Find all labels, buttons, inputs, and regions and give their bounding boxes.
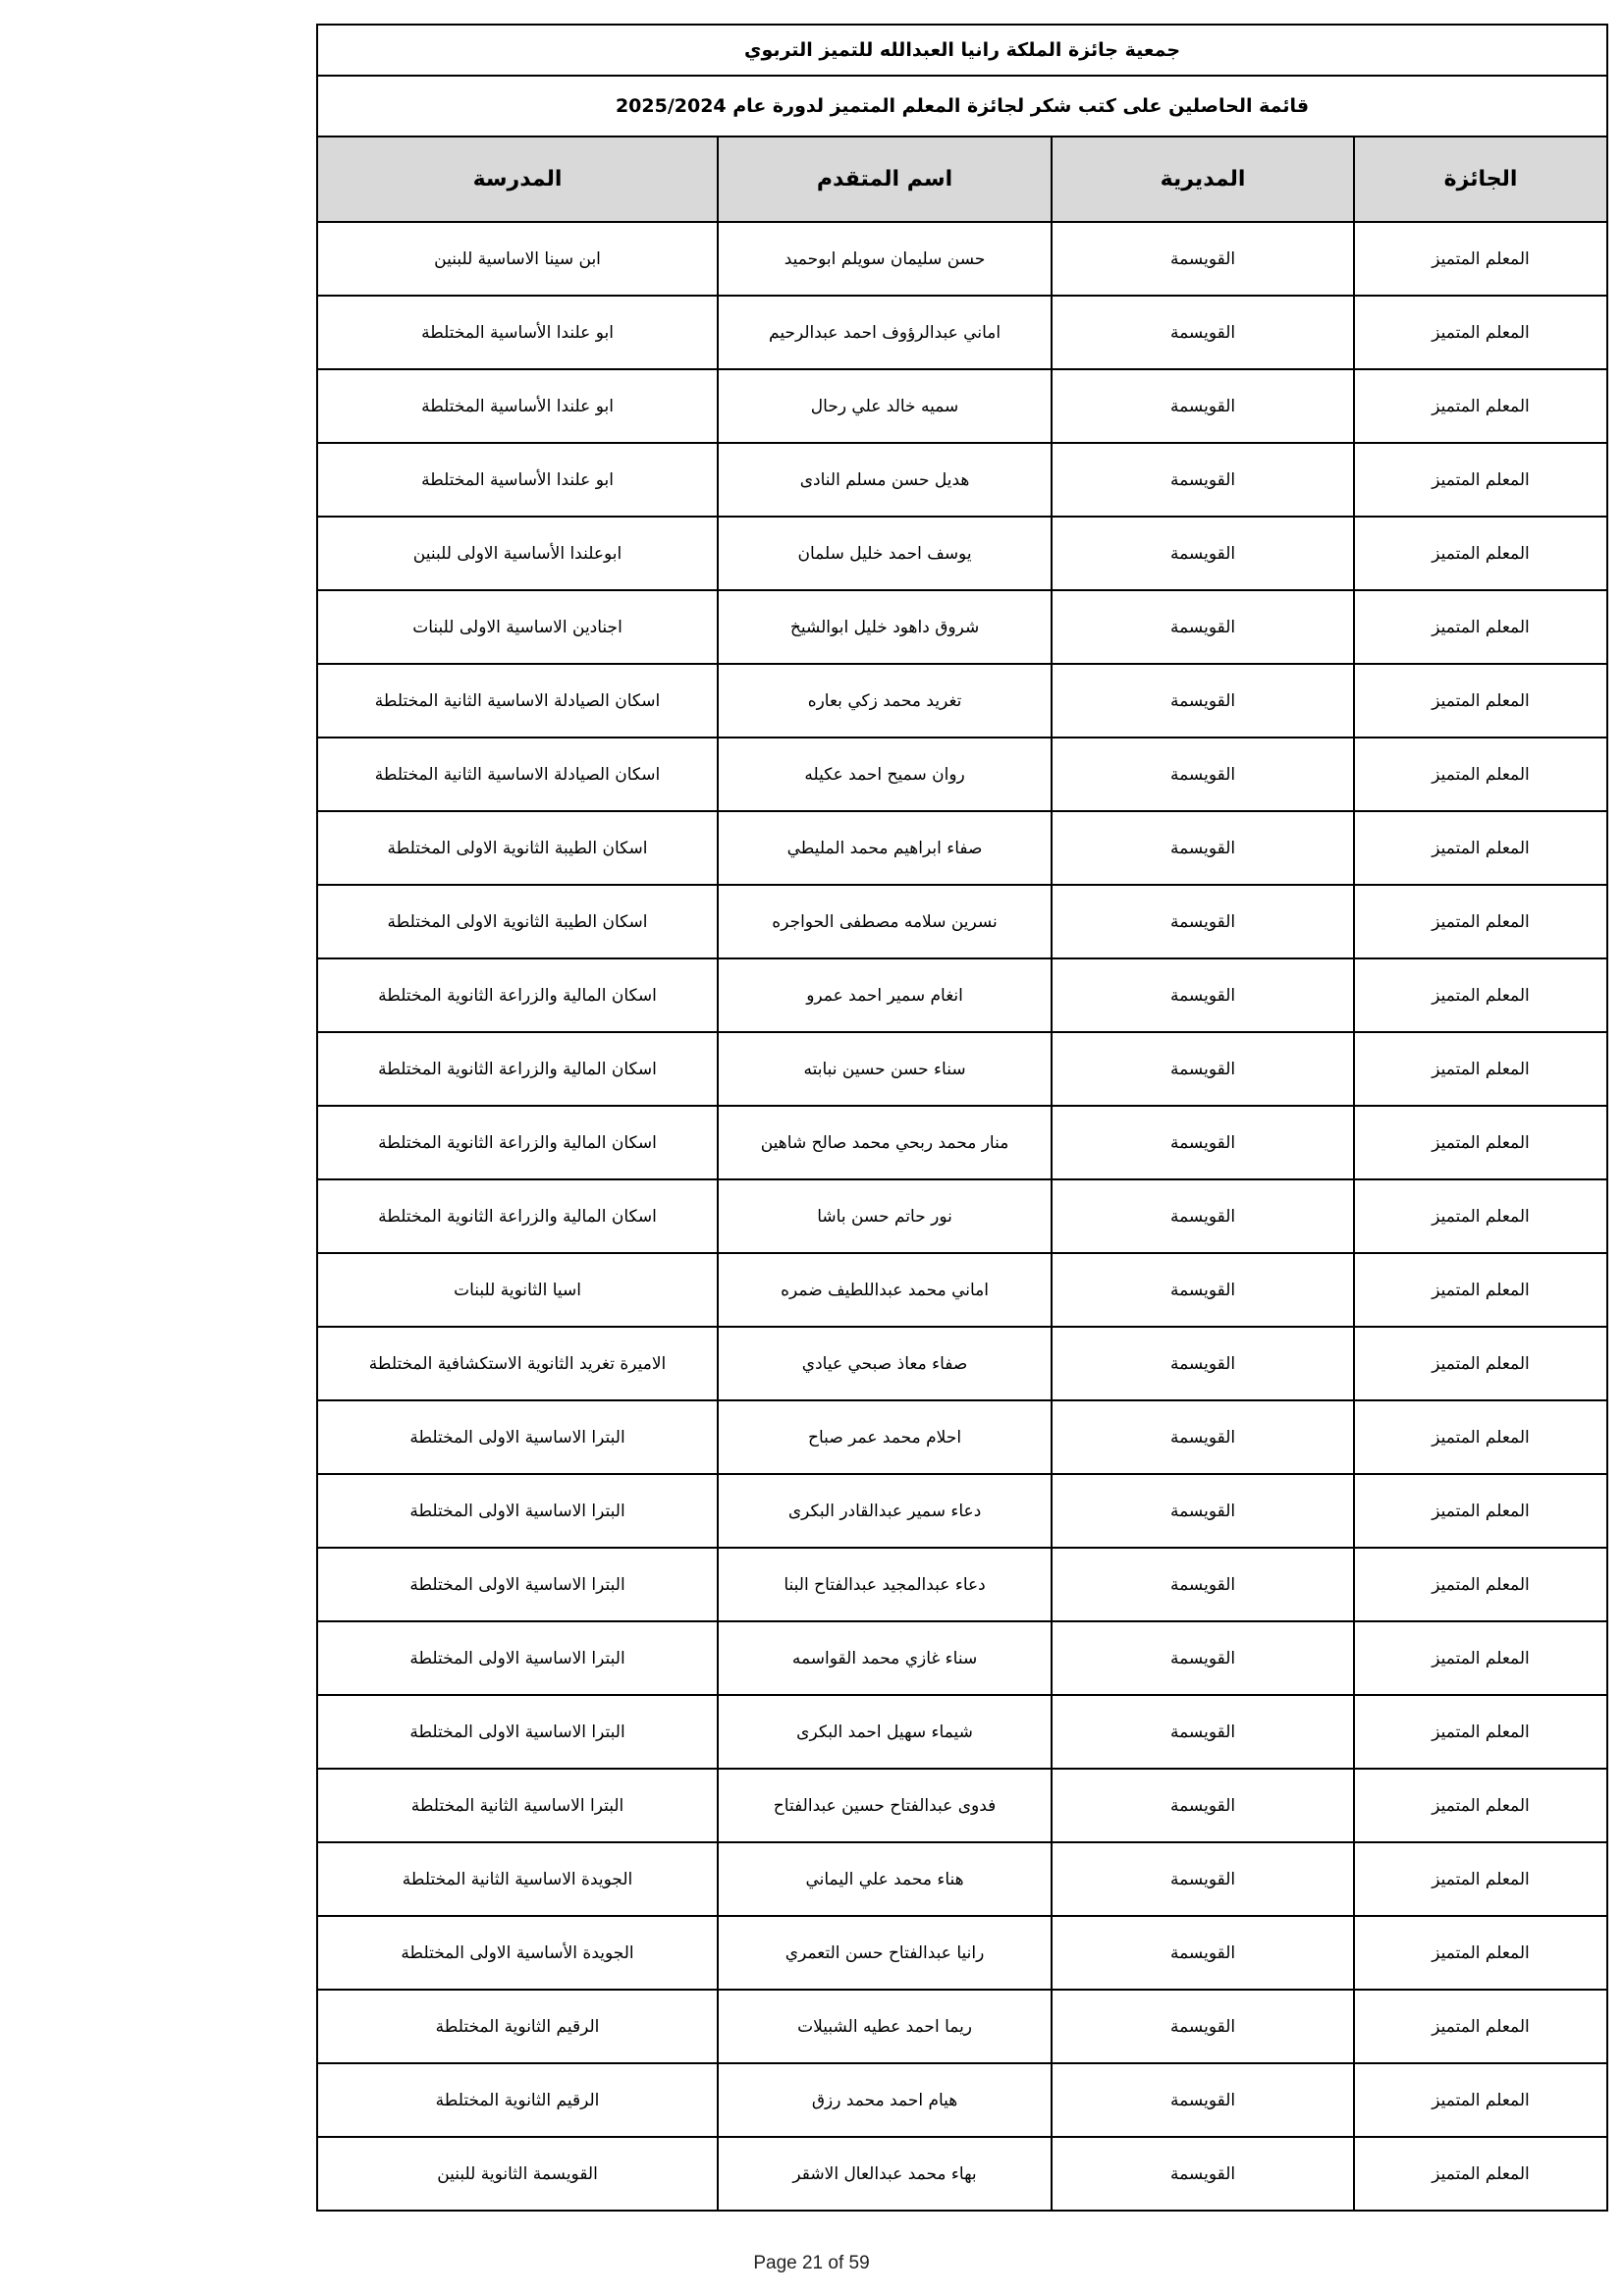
title-row <box>317 25 1607 76</box>
cell-school: الرقيم الثانوية المختلطة <box>317 2063 718 2137</box>
cell-school: البترا الاساسية الاولى المختلطة <box>317 1400 718 1474</box>
cell-directorate: القويسمة <box>1052 958 1354 1032</box>
cell-award: المعلم المتميز <box>1354 1916 1607 1990</box>
cell-directorate: القويسمة <box>1052 1400 1354 1474</box>
cell-directorate: القويسمة <box>1052 664 1354 738</box>
cell-directorate: القويسمة <box>1052 811 1354 885</box>
cell-applicant: شروق داهود خليل ابوالشيخ <box>718 590 1052 664</box>
page-number: Page 21 of 59 <box>753 2253 870 2273</box>
cell-award: المعلم المتميز <box>1354 958 1607 1032</box>
cell-school: اجنادين الاساسية الاولى للبنات <box>317 590 718 664</box>
cell-directorate: القويسمة <box>1052 2137 1354 2211</box>
cell-school: ابن سينا الاساسية للبنين <box>317 222 718 296</box>
cell-school: الرقيم الثانوية المختلطة <box>317 1990 718 2063</box>
column-header-directorate: المديرية <box>1052 137 1354 222</box>
cell-award: المعلم المتميز <box>1354 443 1607 517</box>
cell-applicant: حسن سليمان سويلم ابوحميد <box>718 222 1052 296</box>
table-row <box>317 1621 1607 1695</box>
cell-award: المعلم المتميز <box>1354 590 1607 664</box>
table-row <box>317 1032 1607 1106</box>
cell-directorate: القويسمة <box>1052 1769 1354 1842</box>
table-row <box>317 1769 1607 1842</box>
cell-award: المعلم المتميز <box>1354 1327 1607 1400</box>
cell-award: المعلم المتميز <box>1354 1990 1607 2063</box>
cell-school: اسكان المالية والزراعة الثانوية المختلطة <box>317 958 718 1032</box>
cell-applicant: سناء حسن حسين نبابته <box>718 1032 1052 1106</box>
cell-award: المعلم المتميز <box>1354 2063 1607 2137</box>
cell-directorate: القويسمة <box>1052 590 1354 664</box>
table-row <box>317 664 1607 738</box>
cell-award: المعلم المتميز <box>1354 1032 1607 1106</box>
table-row <box>317 590 1607 664</box>
table-row <box>317 1327 1607 1400</box>
cell-applicant: اماني عبدالرؤوف احمد عبدالرحيم <box>718 296 1052 369</box>
cell-school: الجويدة الأساسية الاولى المختلطة <box>317 1916 718 1990</box>
cell-applicant: شيماء سهيل احمد البكرى <box>718 1695 1052 1769</box>
cell-applicant: فدوى عبدالفتاح حسين عبدالفتاح <box>718 1769 1052 1842</box>
cell-directorate: القويسمة <box>1052 2063 1354 2137</box>
cell-directorate: القويسمة <box>1052 1916 1354 1990</box>
cell-award: المعلم المتميز <box>1354 1106 1607 1179</box>
cell-directorate: القويسمة <box>1052 1106 1354 1179</box>
table-row <box>317 885 1607 958</box>
cell-directorate: القويسمة <box>1052 222 1354 296</box>
table-row <box>317 517 1607 590</box>
table-row <box>317 1842 1607 1916</box>
cell-award: المعلم المتميز <box>1354 1695 1607 1769</box>
table-row <box>317 811 1607 885</box>
table-row <box>317 1916 1607 1990</box>
cell-school: البترا الاساسية الاولى المختلطة <box>317 1548 718 1621</box>
cell-applicant: احلام محمد عمر صباح <box>718 1400 1052 1474</box>
cell-school: البترا الاساسية الاولى المختلطة <box>317 1621 718 1695</box>
cell-applicant: يوسف احمد خليل سلمان <box>718 517 1052 590</box>
table-row <box>317 1990 1607 2063</box>
table-row <box>317 1179 1607 1253</box>
cell-school: الجويدة الاساسية الثانية المختلطة <box>317 1842 718 1916</box>
cell-applicant: تغريد محمد زكي بعاره <box>718 664 1052 738</box>
cell-school: اسكان الصيادلة الاساسية الثانية المختلطة <box>317 664 718 738</box>
cell-award: المعلم المتميز <box>1354 1474 1607 1548</box>
cell-directorate: القويسمة <box>1052 1621 1354 1695</box>
cell-applicant: دعاء عبدالمجيد عبدالفتاح البنا <box>718 1548 1052 1621</box>
cell-school: اسيا الثانوية للبنات <box>317 1253 718 1327</box>
table-row <box>317 296 1607 369</box>
cell-applicant: رانيا عبدالفتاح حسن التعمري <box>718 1916 1052 1990</box>
cell-award: المعلم المتميز <box>1354 664 1607 738</box>
table-row <box>317 1474 1607 1548</box>
cell-award: المعلم المتميز <box>1354 1548 1607 1621</box>
document-title: جمعية جائزة الملكة رانيا العبدالله للتميز التربوي <box>317 25 1607 76</box>
cell-award: المعلم المتميز <box>1354 738 1607 811</box>
cell-award: المعلم المتميز <box>1354 517 1607 590</box>
table-row <box>317 1548 1607 1621</box>
column-header-applicant: اسم المتقدم <box>718 137 1052 222</box>
cell-school: ابوعلندا الأساسية الاولى للبنين <box>317 517 718 590</box>
cell-directorate: القويسمة <box>1052 369 1354 443</box>
cell-award: المعلم المتميز <box>1354 1842 1607 1916</box>
cell-school: اسكان الطيبة الثانوية الاولى المختلطة <box>317 811 718 885</box>
table-body <box>317 222 1607 2211</box>
table-row <box>317 2137 1607 2211</box>
cell-directorate: القويسمة <box>1052 885 1354 958</box>
cell-award: المعلم المتميز <box>1354 1253 1607 1327</box>
cell-award: المعلم المتميز <box>1354 1769 1607 1842</box>
document-subtitle: قائمة الحاصلين على كتب شكر لجائزة المعلم المتميز لدورة عام 2025/2024 <box>317 76 1607 137</box>
cell-directorate: القويسمة <box>1052 1253 1354 1327</box>
table-row <box>317 2063 1607 2137</box>
cell-school: ابو علندا الأساسية المختلطة <box>317 369 718 443</box>
table-row <box>317 222 1607 296</box>
cell-award: المعلم المتميز <box>1354 1621 1607 1695</box>
cell-school: البترا الاساسية الاولى المختلطة <box>317 1474 718 1548</box>
cell-award: المعلم المتميز <box>1354 1179 1607 1253</box>
cell-directorate: القويسمة <box>1052 517 1354 590</box>
cell-school: البترا الاساسية الاولى المختلطة <box>317 1695 718 1769</box>
cell-applicant: سناء غازي محمد القواسمه <box>718 1621 1052 1695</box>
cell-directorate: القويسمة <box>1052 1695 1354 1769</box>
table-row <box>317 958 1607 1032</box>
awardees-table <box>316 24 1608 2212</box>
table-row <box>317 443 1607 517</box>
cell-directorate: القويسمة <box>1052 1032 1354 1106</box>
cell-school: اسكان المالية والزراعة الثانوية المختلطة <box>317 1032 718 1106</box>
cell-award: المعلم المتميز <box>1354 885 1607 958</box>
cell-award: المعلم المتميز <box>1354 1400 1607 1474</box>
cell-school: اسكان الطيبة الثانوية الاولى المختلطة <box>317 885 718 958</box>
cell-applicant: روان سميح احمد عكيله <box>718 738 1052 811</box>
cell-applicant: سميه خالد علي رحال <box>718 369 1052 443</box>
cell-applicant: نسرين سلامه مصطفى الحواجره <box>718 885 1052 958</box>
cell-award: المعلم المتميز <box>1354 369 1607 443</box>
cell-school: البترا الاساسية الثانية المختلطة <box>317 1769 718 1842</box>
table-row <box>317 1400 1607 1474</box>
cell-applicant: هناء محمد علي اليماني <box>718 1842 1052 1916</box>
table-row <box>317 369 1607 443</box>
cell-directorate: القويسمة <box>1052 1327 1354 1400</box>
cell-award: المعلم المتميز <box>1354 222 1607 296</box>
cell-directorate: القويسمة <box>1052 443 1354 517</box>
cell-directorate: القويسمة <box>1052 1990 1354 2063</box>
cell-applicant: بهاء محمد عبدالعال الاشقر <box>718 2137 1052 2211</box>
cell-applicant: نور حاتم حسن باشا <box>718 1179 1052 1253</box>
subtitle-row <box>317 76 1607 137</box>
cell-directorate: القويسمة <box>1052 296 1354 369</box>
cell-school: الاميرة تغريد الثانوية الاستكشافية المختلطة <box>317 1327 718 1400</box>
cell-applicant: هديل حسن مسلم النادى <box>718 443 1052 517</box>
table-row <box>317 738 1607 811</box>
cell-applicant: هيام احمد محمد رزق <box>718 2063 1052 2137</box>
cell-school: اسكان الصيادلة الاساسية الثانية المختلطة <box>317 738 718 811</box>
cell-directorate: القويسمة <box>1052 1474 1354 1548</box>
cell-applicant: منار محمد ربحي محمد صالح شاهين <box>718 1106 1052 1179</box>
cell-applicant: صفاء ابراهيم محمد المليطي <box>718 811 1052 885</box>
cell-directorate: القويسمة <box>1052 738 1354 811</box>
column-header-award: الجائزة <box>1354 137 1607 222</box>
cell-school: ابو علندا الأساسية المختلطة <box>317 296 718 369</box>
cell-school: ابو علندا الأساسية المختلطة <box>317 443 718 517</box>
cell-directorate: القويسمة <box>1052 1548 1354 1621</box>
cell-award: المعلم المتميز <box>1354 2137 1607 2211</box>
cell-school: القويسمة الثانوية للبنين <box>317 2137 718 2211</box>
cell-directorate: القويسمة <box>1052 1842 1354 1916</box>
cell-applicant: دعاء سمير عبدالقادر البكرى <box>718 1474 1052 1548</box>
cell-applicant: انغام سمير احمد عمرو <box>718 958 1052 1032</box>
cell-school: اسكان المالية والزراعة الثانوية المختلطة <box>317 1179 718 1253</box>
cell-award: المعلم المتميز <box>1354 811 1607 885</box>
table-row <box>317 1106 1607 1179</box>
cell-applicant: ريما احمد عطيه الشبيلات <box>718 1990 1052 2063</box>
column-header-school: المدرسة <box>317 137 718 222</box>
cell-school: اسكان المالية والزراعة الثانوية المختلطة <box>317 1106 718 1179</box>
column-header-row <box>317 137 1607 222</box>
table-row <box>317 1253 1607 1327</box>
cell-award: المعلم المتميز <box>1354 296 1607 369</box>
cell-directorate: القويسمة <box>1052 1179 1354 1253</box>
cell-applicant: صفاء معاذ صبحي عيادي <box>718 1327 1052 1400</box>
table-row <box>317 1695 1607 1769</box>
cell-applicant: اماني محمد عبداللطيف ضمره <box>718 1253 1052 1327</box>
